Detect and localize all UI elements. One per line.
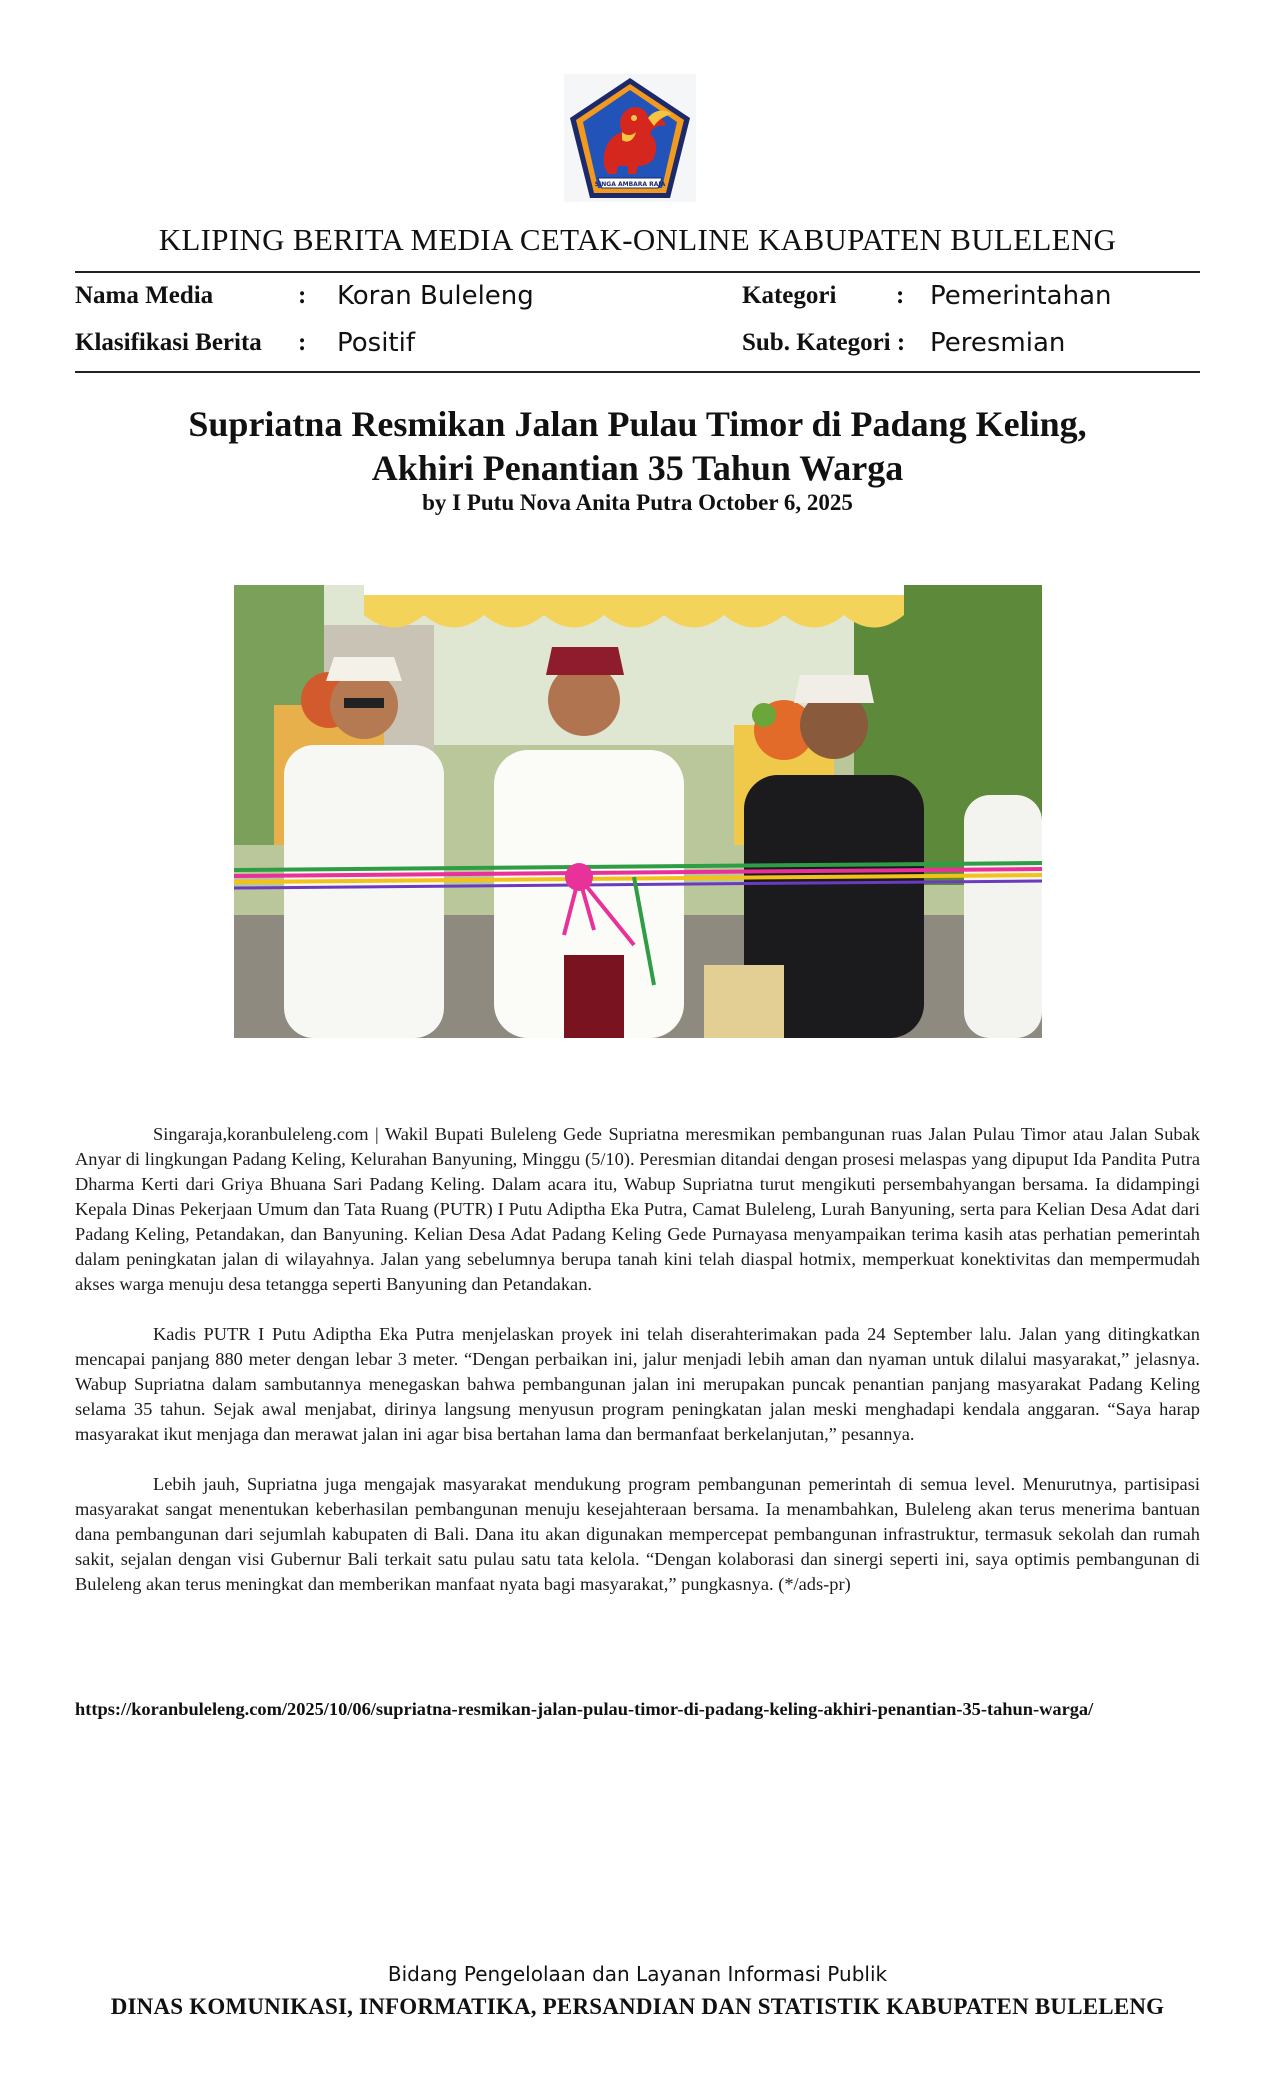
footer-division: Bidang Pengelolaan dan Layanan Informasi Publik [387,1962,888,1986]
article-paragraph-3: Lebih jauh, Supriatna juga mengajak masyarakat mendukung program pembangunan pemerintah di semua level. Menurutnya, partisipasi masyarakat sangat menentukan keberhasilan pembangunan menuju kesejahteraan bersama. Ia menambahkan, Buleleng akan terus menerima bantuan dana pembangunan dari sejumlah kabupaten di Bali. Dana itu akan digunakan mempercepat pembangunan infrastruktur, termasuk sekolah dan rumah sakit, sejalan dengan visi Gubernur Bali terkait satu pulau satu tata kelola. “Dengan kolaborasi dan sinergi seperti ini, saya optimis pembangunan di Buleleng akan terus meningkat dan memberikan manfaat nyata bagi masyarakat,” pungkasnya. (*/ads-pr) [75,1474,1200,1594]
footer-agency: DINAS KOMUNIKASI, INFORMATIKA, PERSANDIAN DAN STATISTIK KABUPATEN BULELENG [110,1994,1165,2019]
sub-kategori-label: Sub. Kategori : [742,329,906,356]
article-paragraph-1: Singaraja,koranbuleleng.com | Wakil Bupati Buleleng Gede Supriatna meresmikan pembangunan ruas Jalan Pulau Timor atau Jalan Subak Anyar di lingkungan Padang Keling, Kelurahan Banyuning, Minggu (5/10). Peresmian ditandai dengan prosesi melaspas yang dipuput Ida Pandita Putra Dharma Kerti dari Griya Bhuana Sari Padang Keling. Dalam acara itu, Wabup Supriatna turut mengikuti persembahyangan bersama. Ia didampingi Kepala Dinas Pekerjaan Umum dan Tata Ruang (PUTR) I Putu Adiptha Eka Putra, Camat Buleleng, Lurah Banyuning, serta para Kelian Desa Adat dari Padang Keling, Petandakan, dan Banyuning. Kelian Desa Adat Padang Keling Gede Purnayasa menyampaikan terima kasih atas perhatian pemerintah dalam peningkatan jalan di wilayahnya. Jalan yang sebelumnya berupa tanah kini telah diaspal hotmix, memperkuat konektivitas dan mempermudah akses warga menuju desa tetangga seperti Banyuning dan Petandakan. [75,1124,1200,1294]
article-body [75,1122,1200,1622]
kategori-label: Kategori [742,282,837,309]
logo-motto: SINGA AMBARA RAJA [594,181,666,188]
divider-bottom [75,371,1200,373]
nama-media-value: Koran Buleleng [337,281,534,311]
nama-media-colon: : [298,282,307,309]
sub-kategori-value: Peresmian [930,328,1066,358]
kategori-colon: : [896,282,905,309]
document-heading: KLIPING BERITA MEDIA CETAK-ONLINE KABUPATEN BULELENG [158,222,1117,257]
klasifikasi-colon: : [298,329,307,356]
kategori-value: Pemerintahan [930,281,1112,311]
singa-ambara-raja-crest-icon [564,74,696,202]
source-link[interactable]: https://koranbuleleng.com/2025/10/06/supriatna-resmikan-jalan-pulau-timor-di-padang-keling-akhiri-penantian-35-tahun-warga/ [75,1699,1094,1719]
klasifikasi-value: Positif [337,328,415,358]
klasifikasi-label: Klasifikasi Berita [75,329,262,356]
divider-top [75,271,1200,273]
article-title-line-2: Akhiri Penantian 35 Tahun Warga [371,448,904,488]
article-title [75,402,1200,490]
article-paragraph-2: Kadis PUTR I Putu Adiptha Eka Putra menjelaskan proyek ini telah diserahterimakan pada 24 September lalu. Jalan yang ditingkatkan mencapai panjang 880 meter dengan lebar 3 meter. “Dengan perbaikan ini, jalur menjadi lebih aman dan nyaman untuk dilalui masyarakat,” jelasnya. Wabup Supriatna dalam sambutannya menegaskan bahwa pembangunan jalan ini merupakan puncak penantian panjang masyarakat Padang Keling selama 35 tahun. Sejak awal menjabat, dirinya langsung menyusun program peningkatan jalan meski menghadapi kendala anggaran. “Saya harap masyarakat ikut menjaga dan merawat jalan ini agar bisa bertahan lama dan bermanfaat berkelanjutan,” pesannya. [75,1324,1200,1444]
nama-media-label: Nama Media [75,282,214,309]
article-title-line-1: Supriatna Resmikan Jalan Pulau Timor di Padang Keling, [188,404,1087,444]
article-byline: by I Putu Nova Anita Putra October 6, 2025 [422,490,853,515]
ribbon-cutting-photo [234,585,1042,1038]
